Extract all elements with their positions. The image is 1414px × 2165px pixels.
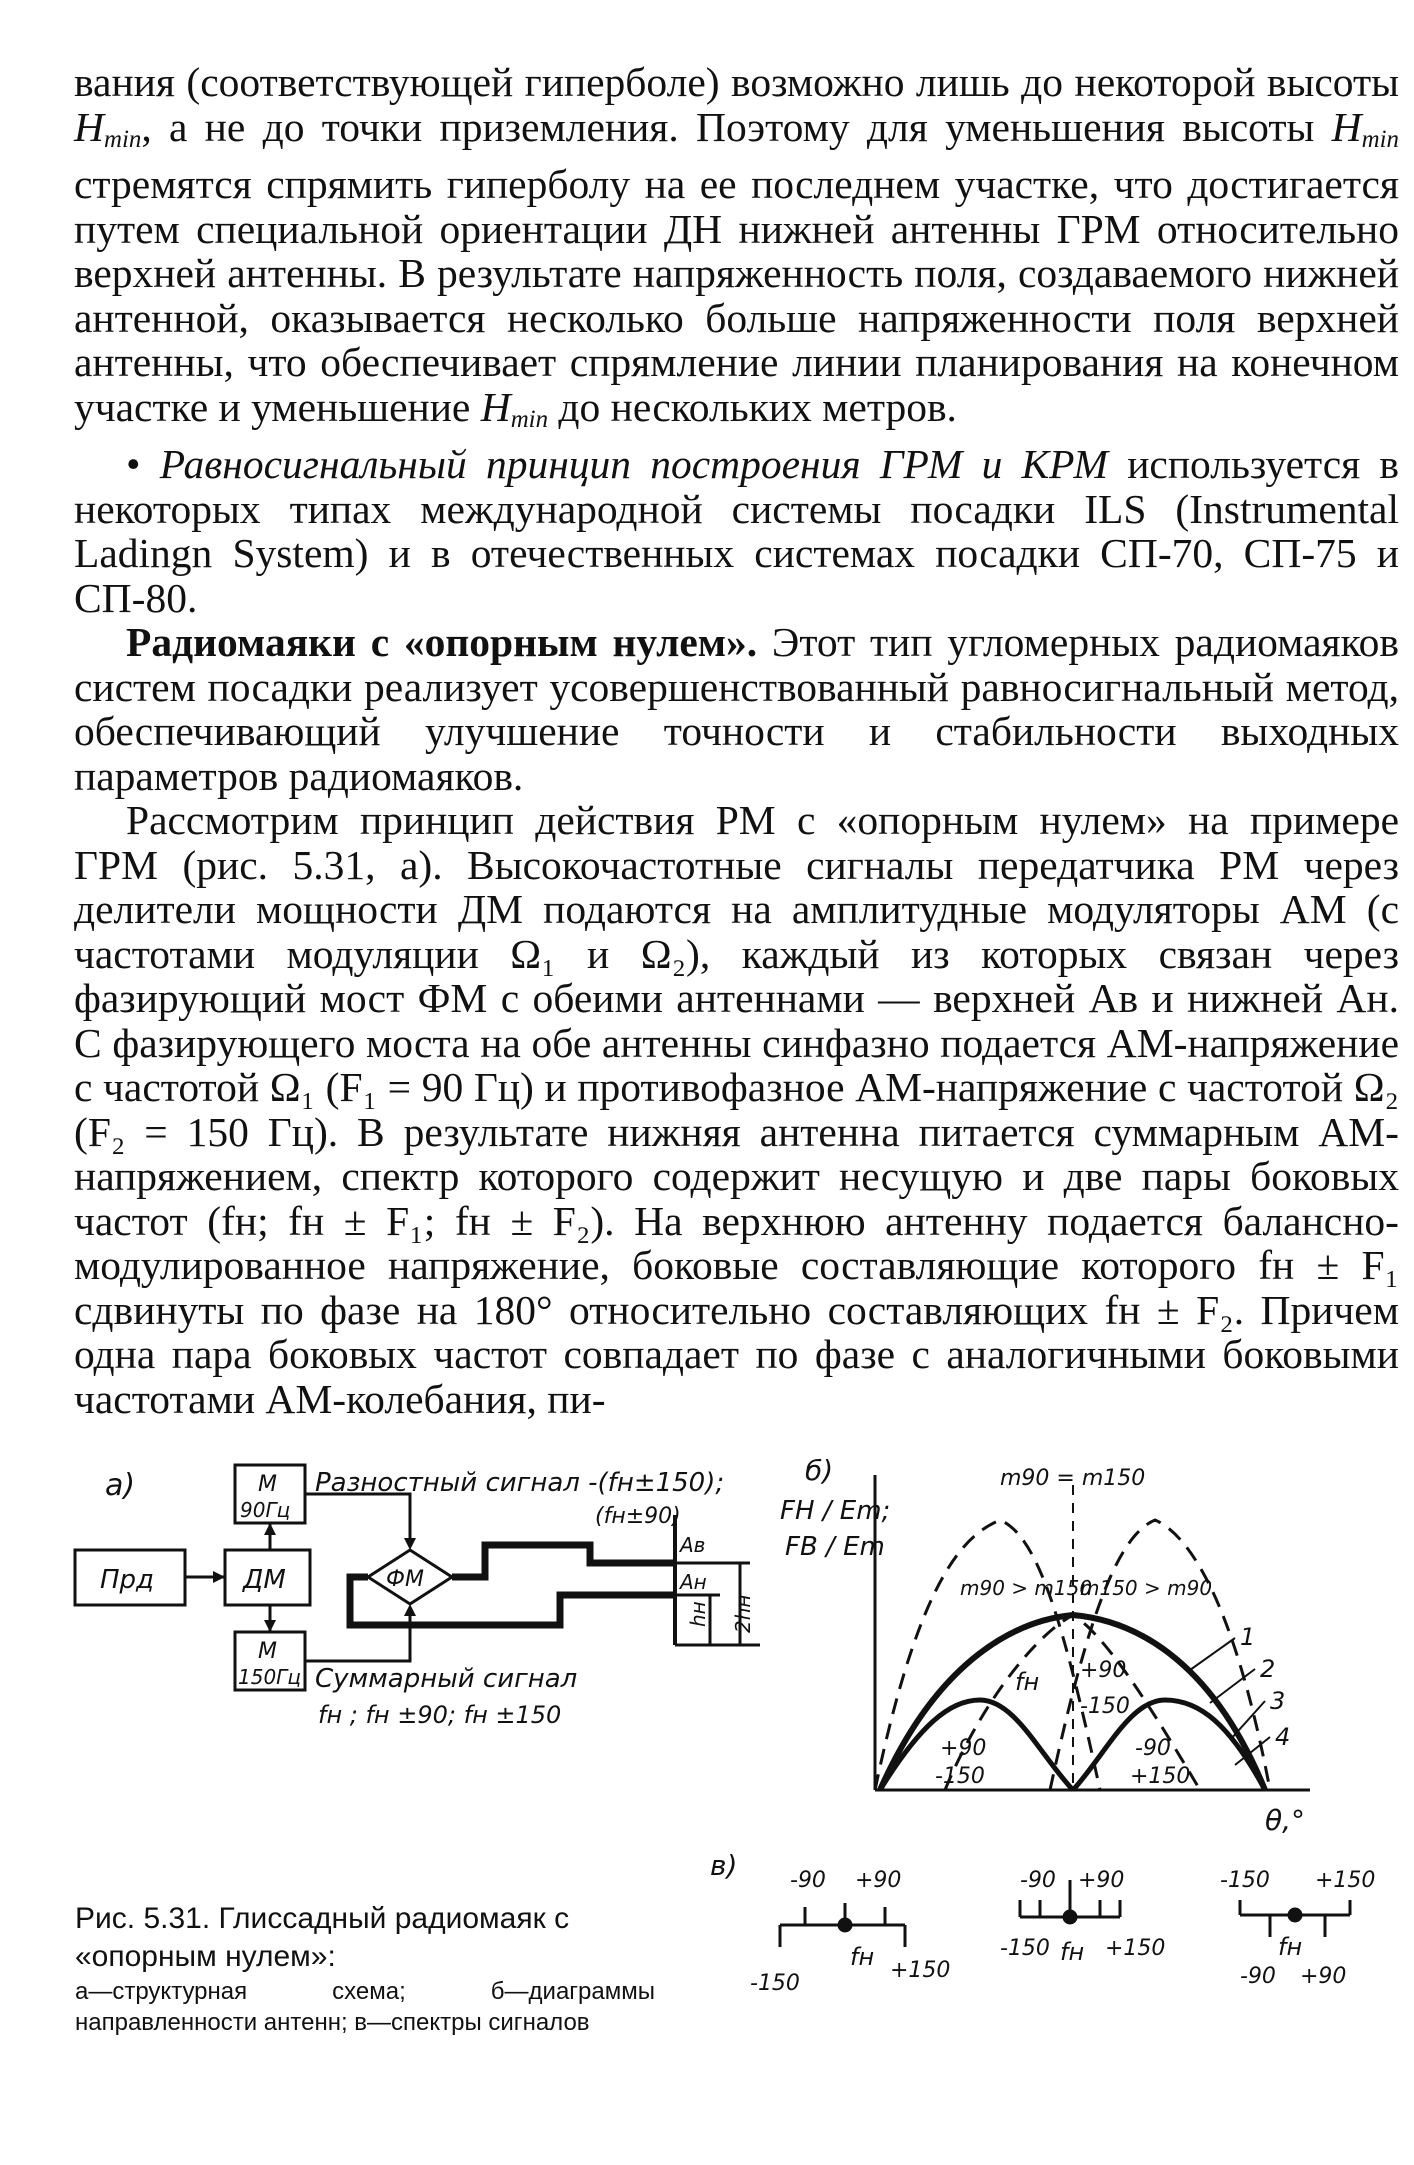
- caption-subtitle: а—структурная схема; б—диаграммы направленности антенн; в—спектры сигналов: [75, 1978, 655, 2036]
- m-left-label: m90 > m150: [960, 1576, 1093, 1600]
- s2-bottom-right: +150: [1105, 1936, 1166, 1961]
- right-plus90: +90: [1080, 1658, 1127, 1683]
- height-label: hн: [686, 1601, 710, 1627]
- hmin-symbol-3: $H_{min}$: [480, 383, 549, 433]
- p1-text-d: до нескольких метров.: [548, 383, 957, 430]
- modulator-150-freq: 150Гц: [238, 1665, 301, 1689]
- curve-number-2: 2: [1260, 1655, 1276, 1683]
- s1-top-left: -90: [790, 1868, 826, 1893]
- s3-top-right: +150: [1315, 1868, 1376, 1893]
- s1-bottom-right: +150: [890, 1958, 951, 1983]
- figure-caption: [75, 1900, 655, 2038]
- paragraph-3: [74, 620, 1399, 798]
- figure-svg: [60, 1455, 1400, 2155]
- directivity-diagram: [780, 1455, 1310, 1837]
- m-right-label: m150 > m90: [1080, 1576, 1213, 1600]
- s3-carrier: fн: [1278, 1933, 1303, 1961]
- modulator-90-freq: 90Гц: [240, 1498, 291, 1522]
- curve-number-4: 4: [1275, 1723, 1291, 1751]
- spectra: [710, 1849, 1375, 1996]
- ylabel-1: FН / Em;: [780, 1496, 891, 1526]
- label-a: а): [105, 1468, 136, 1503]
- section-heading: Радиомаяки с «опорным нулем».: [126, 619, 758, 666]
- s3-bottom-right: +90: [1300, 1964, 1347, 1989]
- right-lobe-plus150: +150: [1130, 1764, 1191, 1789]
- left-minus150: -150: [935, 1764, 985, 1789]
- p2-rest: используется в некоторых типах международной системы посадки ILS (Instrumental Ladingn System) и в отечественных системах посадки СП-70, СП-75 и СП-80.: [74, 441, 1399, 621]
- hmin-symbol-1: $H_{min}$: [74, 103, 142, 153]
- paragraph-1: [74, 60, 1399, 442]
- spectrum-1: [750, 1868, 950, 1996]
- paragraph-2: [74, 442, 1399, 620]
- sum-signal-label: Суммарный сигнал: [315, 1664, 578, 1694]
- block-diagram: [75, 1465, 760, 1729]
- label-c: в): [710, 1849, 738, 1882]
- phasing-bridge-label: ФМ: [386, 1567, 424, 1592]
- right-minus150: -150: [1080, 1694, 1130, 1719]
- s1-carrier: fн: [850, 1943, 875, 1971]
- caption-title: Рис. 5.31. Глиссадный радиомаяк с «опорным нулем»:: [75, 1902, 570, 1973]
- spectrum-2: [1000, 1868, 1165, 1966]
- s3-top-left: -150: [1220, 1868, 1270, 1893]
- bullet-mark: •: [126, 441, 141, 488]
- sum-signal-label-2: fн ; fн ±90; fн ±150: [318, 1701, 562, 1729]
- modulator-90-m: М: [258, 1472, 277, 1497]
- paragraph-4: Рассмотрим принцип действия РМ с «опорным нулем» на примере ГРМ (рис. 5.31, а). Высокочастотные сигналы передатчика РМ через делители мощности ДМ подаются на амплитудные модуляторы АМ (с частотами модуляции Ω₁ и Ω₂), каждый из которых связан через фазирующий мост ФМ с обеими антеннами — верхней Aв и нижней Aн. С фазирующего моста на обе антенны синфазно подается АМ-напряжение с частотой Ω₁ (F₁ = 90 Гц) и противофазное АМ-напряжение с частотой Ω₂ (F₂ = 150 Гц). В результате нижняя антенна питается суммарным АМ-напряжением, спектр которого содержит несущую и две пары боковых частот (fн; fн ± F₁; fн ± F₂). На верхнюю антенну подается балансно-модулированное напряжение, боковые составляющие которого fн ± F₁ сдвинуты по фазе на 180° относительно составляющих fн ± F₂. Причем одна пара боковых частот совпадает по фазе с аналогичными боковыми частотами АМ-колебания, пи-: [74, 797, 1399, 1422]
- antenna-upper-label: Aв: [680, 1533, 706, 1557]
- page-text: [74, 60, 1399, 1421]
- p2-lead: Равносигнальный принцип построения ГРМ и КРМ: [159, 441, 1109, 488]
- spectrum-3: [1220, 1868, 1375, 1989]
- s2-top-right: +90: [1078, 1868, 1125, 1893]
- divider-label: ДМ: [243, 1565, 286, 1595]
- transmitter-label: Прд: [100, 1565, 155, 1595]
- s3-bottom-left: -90: [1240, 1964, 1276, 1989]
- m-equal-label: m90 = m150: [1000, 1466, 1146, 1491]
- x-axis-label: θ,°: [1265, 1804, 1306, 1837]
- p1-text-c: стремятся спрямить гиперболу на ее последнем участке, что достигается путем специальной ориентации ДН нижней антенны ГРМ относительно верхней антенны. В результате напряженность поля, создаваемого нижней антенной, оказывается несколько больше напряженности поля верхней антенны, что обеспечивает спрямление линии планирования на конечном участке и уменьшение: [74, 161, 1399, 430]
- p1-text-a: вания (соответствующей гиперболе) возможно лишь до некоторой высоты: [74, 59, 1399, 105]
- label-b: б): [805, 1455, 834, 1487]
- s2-carrier: fн: [1060, 1938, 1085, 1966]
- s2-top-left: -90: [1020, 1868, 1056, 1893]
- s1-bottom-left: -150: [750, 1971, 800, 1996]
- p1-text-b: , а не до точки приземления. Поэтому для уменьшения высоты: [141, 103, 1332, 150]
- hmin-symbol-2: $H_{min}$: [1331, 103, 1399, 153]
- left-plus90: +90: [940, 1736, 987, 1761]
- s2-bottom-left: -150: [1000, 1936, 1050, 1961]
- difference-signal-label-2: (fн±90): [595, 1504, 681, 1529]
- curve-number-3: 3: [1270, 1687, 1286, 1715]
- curve-number-leaders: [1190, 1638, 1270, 1765]
- s1-top-right: +90: [855, 1868, 902, 1893]
- ylabel-2: FВ / Em: [785, 1532, 885, 1562]
- curve-number-1: 1: [1240, 1623, 1256, 1651]
- modulator-150-m: М: [258, 1639, 277, 1664]
- figure-5-31: [60, 1455, 1400, 2155]
- difference-signal-label: Разностный сигнал -(fн±150);: [315, 1468, 725, 1498]
- p3-rest: Этот тип угломерных радиомаяков систем посадки реализует усовершенствованный равносигнальный метод, обеспечивающий улучшение точности и стабильности выходных параметров радиомаяков.: [74, 619, 1400, 799]
- antenna-lower-label: Aн: [680, 1570, 707, 1594]
- carrier-label: fн: [1015, 1668, 1040, 1696]
- right-lobe-minus90: -90: [1135, 1736, 1171, 1761]
- double-height-label: 2hн: [731, 1594, 755, 1633]
